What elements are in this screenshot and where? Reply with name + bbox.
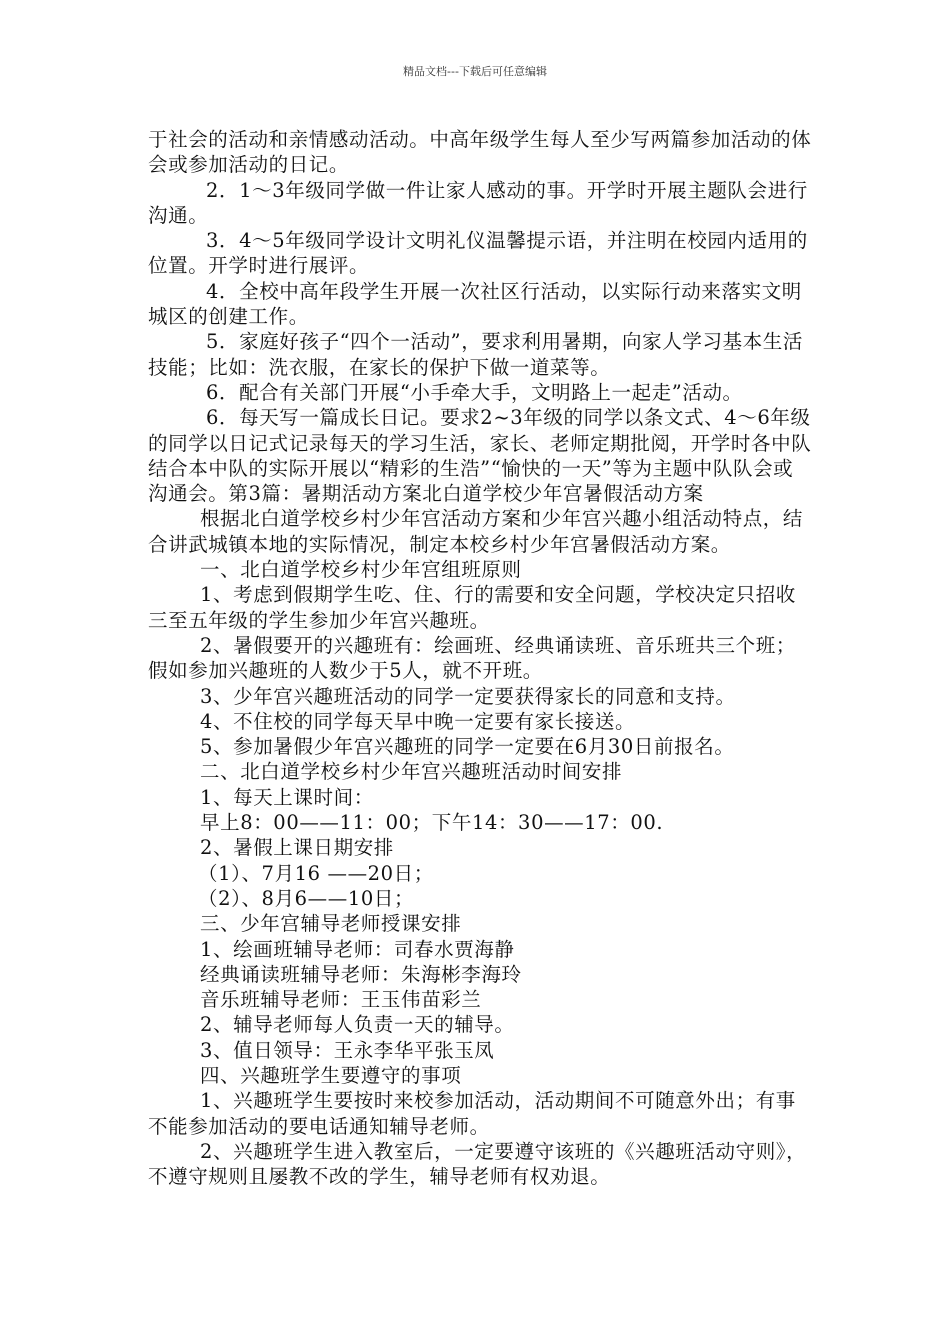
paragraph: 三、少年宫辅导老师授课安排 xyxy=(200,912,462,936)
paragraph: 1、每天上课时间： xyxy=(200,785,374,809)
paragraph: （2）、8月6——10日； xyxy=(198,886,415,910)
paragraph: （1）、7月16 ——20日； xyxy=(198,861,434,885)
paragraph: 1、绘画班辅导老师：司春水贾海静 xyxy=(200,937,515,961)
paragraph: 1、考虑到假期学生吃、住、行的需要和安全问题，学校决定只招收三至五年级的学生参加少年宫兴趣班。 xyxy=(148,583,796,632)
paragraph: 经典诵读班辅导老师：朱海彬李海玲 xyxy=(200,962,522,986)
paragraph: 3、值日领导：王永李华平张玉凤 xyxy=(200,1038,495,1062)
paragraph: 音乐班辅导老师：王玉伟苗彩兰 xyxy=(200,988,482,1012)
page-header: 精品文档---下载后可任意编辑 xyxy=(403,65,547,78)
paragraph: 2、暑假上课日期安排 xyxy=(200,836,394,860)
paragraph: 二、北白道学校乡村少年宫兴趣班活动时间安排 xyxy=(200,760,623,784)
paragraph: 6．配合有关部门开展“小手牵大手，文明路上一起走”活动。 xyxy=(206,380,743,404)
paragraph: 5、参加暑假少年宫兴趣班的同学一定要在6月30日前报名。 xyxy=(200,735,735,759)
paragraph: 3、少年宫兴趣班活动的同学一定要获得家长的同意和支持。 xyxy=(200,684,736,708)
paragraph: 4、不住校的同学每天早中晚一定要有家长接送。 xyxy=(200,709,636,733)
paragraph: 于社会的活动和亲情感动活动。中高年级学生每人至少写两篇参加活动的体会或参加活动的日记。 xyxy=(148,128,812,177)
paragraph: 6．每天写一篇成长日记。要求2~3年级的同学以条文式、4～6年级的同学以日记式记录每天的学习生活，家长、老师定期批阅，开学时各中队结合本中队的实际开展以“精彩的生浩”“愉快的一天”等为主题中队队会或沟通会。第3篇：暑期活动方案北白道学校少年宫暑假活动方案 xyxy=(148,406,812,506)
paragraph: 3．4～5年级同学设计文明礼仪温馨提示语，并注明在校园内适用的位置。开学时进行展评。 xyxy=(148,229,808,278)
paragraph: 2、暑假要开的兴趣班有：绘画班、经典诵读班、音乐班共三个班；假如参加兴趣班的人数少于5人，就不开班。 xyxy=(148,633,796,683)
paragraph: 5．家庭好孩子“四个一活动”，要求利用暑期，向家人学习基本生活技能；比如：洗衣服，在家长的保护下做一道菜等。 xyxy=(148,330,803,379)
paragraph: 早上8：00——11：00；下午14：30——17：00. xyxy=(200,811,664,835)
paragraph: 2、兴趣班学生进入教室后，一定要遵守该班的《兴趣班活动守则》，不遵守规则且屡教不改的学生，辅导老师有权劝退。 xyxy=(148,1139,807,1189)
paragraph: 根据北白道学校乡村少年宫活动方案和少年宫兴趣小组活动特点，结合讲武城镇本地的实际情况，制定本校乡村少年宫暑假活动方案。 xyxy=(148,507,804,556)
paragraph: 2、辅导老师每人负责一天的辅导。 xyxy=(200,1013,515,1037)
paragraph: 四、兴趣班学生要遵守的事项 xyxy=(200,1063,462,1087)
document-body xyxy=(148,127,813,1189)
paragraph: 2．1～3年级同学做一件让家人感动的事。开学时开展主题队会进行沟通。 xyxy=(148,178,808,227)
paragraph: 1、兴趣班学生要按时来校参加活动，活动期间不可随意外出；有事不能参加活动的要电话通知辅导老师。 xyxy=(148,1089,796,1138)
paragraph: 一、北白道学校乡村少年宫组班原则 xyxy=(200,558,522,582)
paragraph: 4．全校中高年段学生开展一次社区行活动，以实际行动来落实文明城区的创建工作。 xyxy=(148,279,802,329)
